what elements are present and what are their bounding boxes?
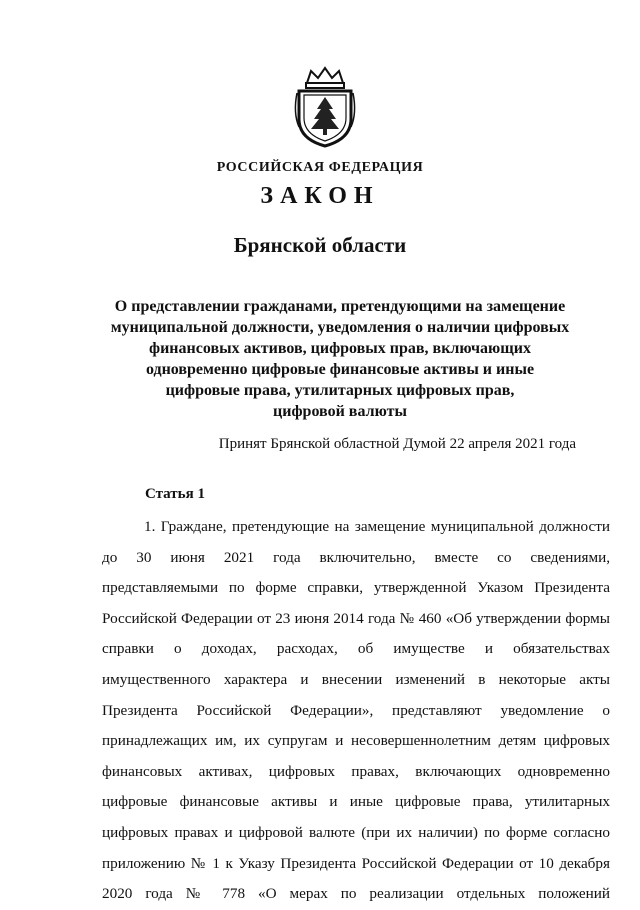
article-heading: Статья 1: [145, 486, 205, 502]
body-line: 2020 года № 778 «О мерах по реализации отдельных положений: [102, 885, 610, 903]
title-line: финансовых активов, цифровых прав, включающих: [149, 340, 531, 357]
body-line: цифровые финансовые активы и иные цифровые права, утилитарных: [102, 793, 610, 811]
body-line: имущественного характера и внесении изменений в некоторые акты: [102, 670, 610, 688]
body-line: цифровых правах и цифровой валюте (при их наличии) по форме согласно: [102, 823, 610, 841]
body-line: 1. Граждане, претендующие на замещение муниципальной должности: [144, 518, 610, 535]
country-name: РОССИЙСКАЯ ФЕДЕРАЦИЯ: [216, 160, 424, 175]
law-title: [100, 296, 580, 422]
adoption-note: Принят Брянской областной Думой 22 апреля 2021 года: [218, 436, 576, 452]
body-line: до 30 июня 2021 года включительно, вместе со сведениями,: [102, 548, 610, 566]
body-line: Российской Федерации от 23 июня 2014 года № 460 «Об утверждении формы: [102, 609, 610, 627]
body-line: приложению № 1 к Указу Президента Российской Федерации от 10 декабря: [102, 854, 610, 872]
body-line: Президента Российской Федерации», представляют уведомление о: [102, 701, 610, 719]
title-line: муниципальной должности, уведомления о наличии цифровых: [110, 319, 570, 336]
body-line: принадлежащих им, их супругам и несовершеннолетним детям цифровых: [102, 732, 610, 750]
region-name: Брянской области: [233, 233, 407, 257]
document-type: ЗАКОН: [260, 183, 380, 209]
title-line: О представлении гражданами, претендующими на замещение: [114, 298, 566, 315]
article-body: [102, 512, 610, 910]
title-line: цифровые права, утилитарных цифровых прав,: [165, 382, 515, 399]
title-line: цифровой валюты: [273, 403, 407, 420]
coat-of-arms-icon: [291, 63, 359, 149]
body-line: представляемыми по форме справки, утвержденной Указом Президента: [102, 579, 610, 597]
body-line: справки о доходах, расходах, об имуществе и обязательствах: [102, 640, 610, 658]
body-line: финансовых активах, цифровых правах, включающих одновременно: [102, 762, 610, 780]
title-line: одновременно цифровые финансовые активы и иные: [145, 361, 535, 378]
